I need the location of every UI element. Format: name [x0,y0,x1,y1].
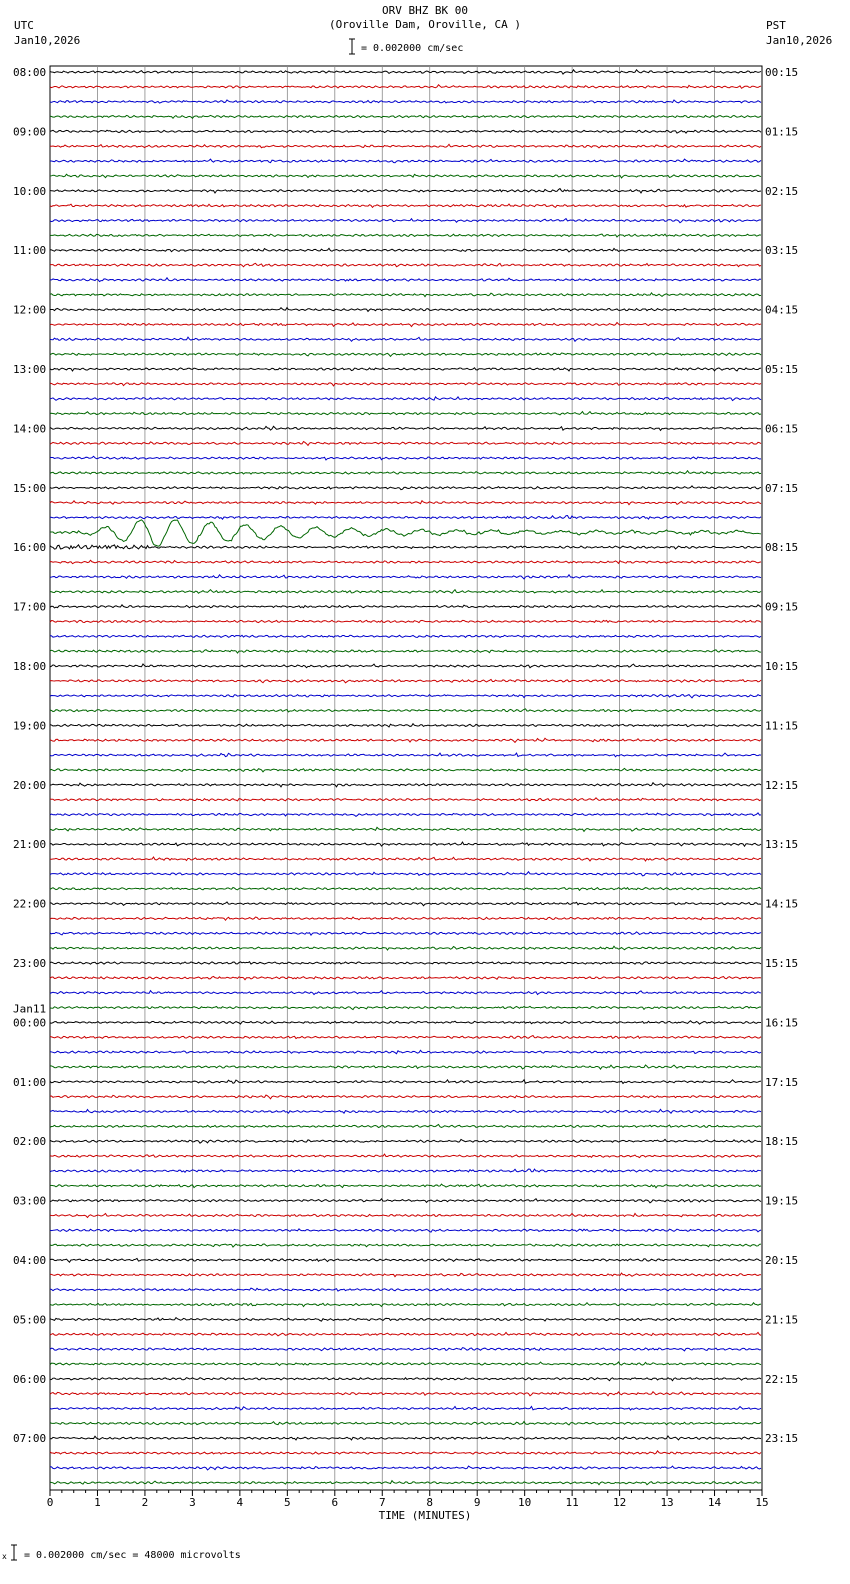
trace-line [50,695,761,698]
right-time-label: 06:15 [765,422,799,436]
trace-line [50,442,761,446]
trace-line [50,1436,761,1440]
left-time-label: 01:00 [13,1075,47,1089]
trace-line [50,383,761,386]
trace-line [50,248,761,252]
trace-line [50,709,761,712]
trace-line [50,353,761,356]
left-time-label: 12:00 [13,303,47,317]
trace-line [50,85,761,88]
trace-line [50,1021,761,1024]
date-change-label: Jan11 [13,1002,47,1016]
x-tick-label: 15 [755,1496,769,1509]
trace-line [50,115,761,118]
left-date: Jan10,2026 [14,34,81,47]
trace-line [50,308,761,312]
trace-line [50,1362,761,1365]
x-axis-title: TIME (MINUTES) [378,1509,472,1522]
left-time-label: 17:00 [13,600,47,614]
trace-line [50,1095,761,1099]
trace-line [50,932,761,935]
trace-line [50,1258,761,1262]
left-time-label: 04:00 [13,1254,47,1267]
trace-line [50,1348,761,1351]
x-tick-label: 12 [612,1496,627,1509]
trace-line [50,1050,761,1053]
right-time-label: 19:15 [765,1194,799,1208]
trace-line [50,1139,761,1143]
trace-line [50,842,761,846]
right-time-label: 13:15 [765,838,799,852]
trace-line [50,1378,761,1381]
x-tick-label: 13 [660,1496,674,1509]
trace-line [50,520,761,546]
trace-line [50,337,761,341]
trace-line [50,946,761,950]
right-time-label: 17:15 [765,1075,799,1089]
trace-line [50,516,761,520]
left-time-label: 00:00 [13,1016,47,1030]
footer-mark: x [2,1552,7,1561]
left-time-label: 20:00 [13,778,47,792]
trace-line [50,1080,761,1084]
x-tick-label: 1 [94,1496,101,1509]
right-time-label: 02:15 [765,184,799,198]
trace-line [50,263,761,266]
left-time-label: 06:00 [13,1372,47,1386]
left-time-label: 05:00 [13,1313,47,1327]
right-time-label: 07:15 [765,481,799,495]
trace-line [50,1303,761,1307]
trace-line [50,1481,761,1485]
trace-line [50,738,761,742]
trace-line [50,1466,761,1470]
x-tick-label: 4 [236,1496,244,1509]
trace-line [50,768,761,771]
trace-line [50,605,761,608]
trace-line [50,1154,761,1157]
trace-line [50,575,761,579]
trace-line [50,293,761,297]
trace-line [50,1288,761,1291]
trace-line [50,144,761,148]
trace-line [50,872,761,876]
trace-line [50,1244,761,1247]
trace-line [50,426,761,430]
trace-line [50,1229,761,1232]
left-time-label: 15:00 [13,481,47,495]
right-time-label: 22:15 [765,1372,799,1386]
right-time-label: 15:15 [765,957,799,970]
right-time-label: 09:15 [765,600,799,614]
trace-line [50,650,761,653]
left-time-label: 16:00 [13,541,47,555]
trace-line [50,753,761,757]
trace-line [50,1332,761,1335]
right-time-label: 11:15 [765,719,799,733]
trace-line [50,1184,761,1188]
right-time-label: 16:15 [765,1016,799,1030]
trace-line [50,813,761,816]
right-time-label: 10:15 [765,660,799,673]
trace-line [50,1392,761,1396]
trace-line [50,159,761,163]
left-time-label: 18:00 [13,660,47,673]
trace-line [50,100,761,103]
trace-line [50,1422,761,1425]
left-time-label: 09:00 [13,125,47,139]
trace-line [50,620,761,622]
trace-line [50,857,761,861]
left-time-label: 14:00 [13,422,47,436]
x-tick-label: 6 [331,1496,339,1509]
trace-line [50,1199,761,1203]
trace-line [50,412,761,415]
right-time-label: 18:15 [765,1135,799,1149]
left-time-label: 11:00 [13,244,47,258]
station-location: (Oroville Dam, Oroville, CA ) [328,18,522,31]
footer-scale-label: = 0.002000 cm/sec = 48000 microvolts [24,1550,241,1561]
trace-line [50,1169,761,1172]
right-time-label: 01:15 [765,125,799,139]
trace-line [50,471,761,474]
trace-line [50,278,761,282]
trace-line [50,486,761,490]
x-tick-label: 9 [473,1496,481,1509]
trace-line [50,1006,761,1009]
left-time-label: 03:00 [13,1194,47,1208]
trace-line [50,991,761,995]
x-tick-label: 10 [518,1496,532,1509]
trace-line [50,962,761,964]
left-time-label: 21:00 [13,838,47,852]
right-time-label: 05:15 [765,363,799,376]
right-time-label: 21:15 [765,1313,799,1327]
left-time-label: 07:00 [13,1432,47,1446]
trace-line [50,635,761,637]
x-tick-label: 3 [189,1496,196,1509]
trace-line [50,1273,761,1277]
trace-line [50,174,761,178]
trace-line [50,560,761,563]
left-time-label: 10:00 [13,184,47,198]
right-date: Jan10,2026 [766,34,833,47]
trace-line [50,1109,761,1113]
right-time-label: 04:15 [765,303,799,317]
right-time-label: 23:15 [765,1432,799,1446]
trace-line [50,368,761,371]
trace-line [50,798,761,801]
trace-line [50,902,761,906]
x-tick-label: 14 [707,1496,722,1509]
right-time-label: 12:15 [765,778,799,792]
trace-line [50,1065,761,1069]
trace-line [50,501,761,505]
trace-line [50,590,761,594]
scale-label: = 0.002000 cm/sec [361,43,464,54]
trace-line [50,219,761,223]
right-timezone: PST [766,19,786,32]
x-tick-label: 5 [284,1496,291,1509]
trace-line [50,456,761,460]
left-time-label: 02:00 [13,1135,47,1149]
trace-line [50,887,761,890]
left-time-label: 08:00 [13,66,47,79]
trace-line [50,1124,761,1127]
trace-line [50,234,761,237]
trace-line [50,917,761,920]
x-tick-label: 0 [46,1496,54,1509]
left-time-label: 22:00 [13,897,47,911]
trace-line [50,323,761,327]
left-timezone: UTC [14,19,34,32]
left-time-label: 19:00 [13,719,47,733]
trace-line [50,1036,761,1039]
right-time-label: 08:15 [765,541,799,555]
station-title: ORV BHZ BK 00 [381,4,469,17]
x-tick-label: 2 [141,1496,149,1509]
trace-line [50,827,761,831]
x-tick-label: 11 [565,1496,579,1509]
trace-line [50,1213,761,1217]
trace-line [50,189,761,193]
trace-line [50,1451,761,1454]
trace-line [50,397,761,401]
footer-scale-bar-icon [9,1544,19,1562]
trace-line [50,724,761,727]
left-time-label: 23:00 [13,957,47,970]
left-time-label: 13:00 [13,363,47,376]
trace-line [50,783,761,787]
right-time-label: 14:15 [765,897,799,911]
trace-line [50,1318,761,1322]
right-time-label: 00:15 [765,66,799,79]
x-tick-label: 7 [378,1496,386,1509]
trace-line [50,664,761,668]
right-time-label: 20:15 [765,1254,799,1267]
right-time-label: 03:15 [765,244,799,258]
trace-line [50,679,761,682]
trace-line [50,204,761,207]
trace-line [50,1406,761,1410]
trace-line [50,70,761,74]
trace-line [50,130,761,133]
trace-line [50,976,761,979]
x-tick-label: 8 [426,1496,434,1509]
